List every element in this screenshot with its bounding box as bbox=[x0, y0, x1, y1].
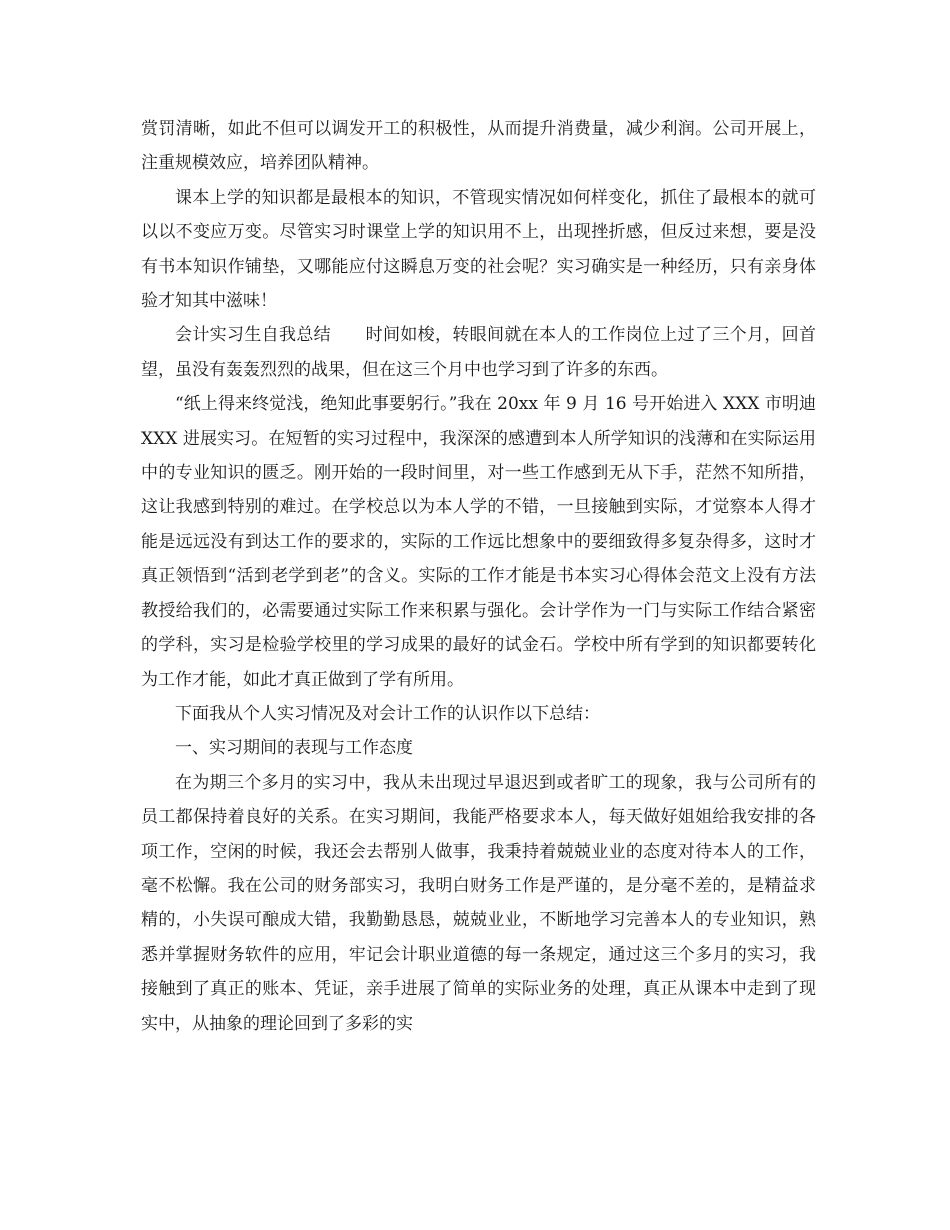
paragraph-3: 会计实习生自我总结 时间如梭，转眼间就在本人的工作岗位上过了三个月，回首望，虽没有轰轰烈烈的战果，但在这三个月中也学习到了许多的东西。 bbox=[141, 325, 816, 380]
paragraph-1: 赏罚清晰，如此不但可以调发开工的积极性，从而提升消费量，减少利润。公司开展上，注重规模效应，培养团队精神。 bbox=[141, 119, 816, 174]
section-heading-1: 一、实习期间的表现与工作态度 bbox=[175, 738, 413, 759]
paragraph-6: 在为期三个多月的实习中，我从未出现过早退迟到或者旷工的现象，我与公司所有的员工都保持着良好的关系。在实习期间，我能严格要求本人，每天做好姐姐给我安排的各项工作，空闲的时候，我还会去帮别人做事，我秉持着兢兢业业的态度对待本人的工作，毫不松懈。我在公司的财务部实习，我明白财务工作是严谨的，是分毫不差的，是精益求精的，小失误可酿成大错，我勤勤恳恳，兢兢业业，不断地学习完善本人的专业知识，熟悉并掌握财务软件的应用，牢记会计职业道德的每一条规定，通过这三个多月的实习，我接触到了真正的账本、凭证，亲手进展了简单的实际业务的处理，真正从课本中走到了现实中，从抽象的理论回到了多彩的实 bbox=[141, 772, 816, 1034]
paragraph-2: 课本上学的知识都是最根本的知识，不管现实情况如何样变化，抓住了最根本的就可以以不变应万变。尽管实习时课堂上学的知识用不上，出现挫折感，但反过来想，要是没有书本知识作铺垫，又哪能应付这瞬息万变的社会呢？实习确实是一种经历，只有亲身体验才知其中滋味！ bbox=[141, 187, 816, 312]
paragraph-5: 下面我从个人实习情况及对会计工作的认识作以下总结： bbox=[175, 703, 600, 724]
document-body bbox=[141, 112, 816, 1041]
paragraph-4: “纸上得来终觉浅，绝知此事要躬行。”我在 20xx 年 9 月 16 号开始进入 XXX 市明迪 XXX 进展实习。在短暂的实习过程中，我深深的感遭到本人所学知识的浅薄和在实际运用中的专业知识的匮乏。刚开始的一段时间里，对一些工作感到无从下手，茫然不知所措，这让我感到特别的难过。在学校总以为本人学的不错，一旦接触到实际，才觉察本人得才能是远远没有到达工作的要求的，实际的工作远比想象中的要细致得多复杂得多，这时才真正领悟到“活到老学到老”的含义。实际的工作才能是书本实习心得体会范文上没有方法教授给我们的，必需要通过实际工作来积累与强化。会计学作为一门与实际工作结合紧密的学科，实习是检验学校里的学习成果的最好的试金石。学校中所有学到的知识都要转化为工作才能，如此才真正做到了学有所用。 bbox=[141, 394, 816, 690]
